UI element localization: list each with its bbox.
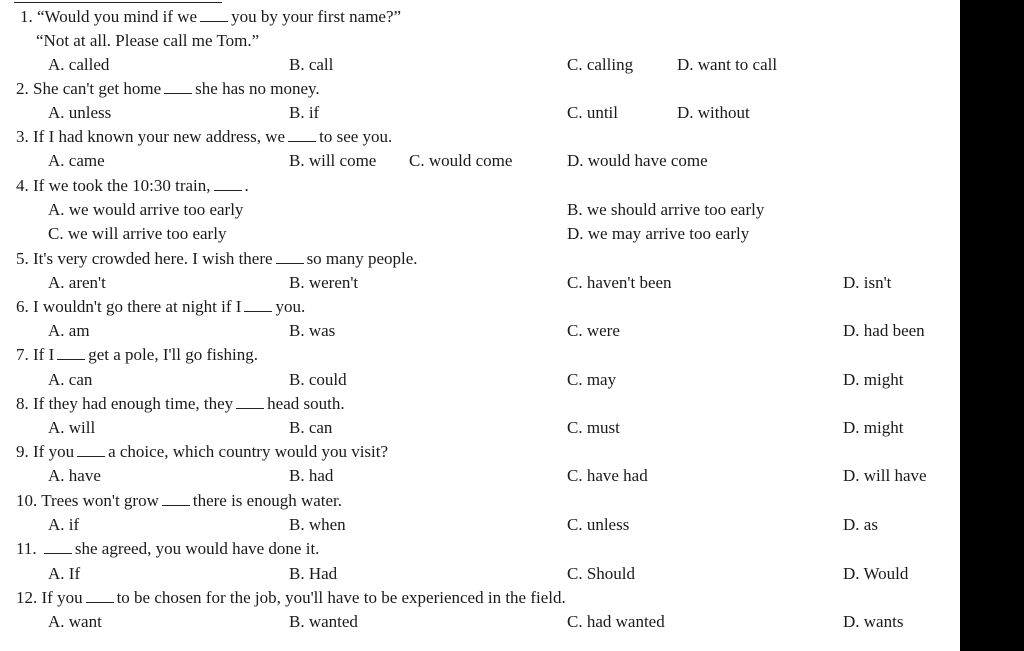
option-a: A. am — [48, 321, 90, 340]
stem-after: so many people. — [306, 249, 418, 268]
option-d: D. without — [677, 103, 750, 122]
answer-blank — [288, 127, 316, 142]
stem-before: She can't get home — [33, 79, 162, 98]
option-d: D. isn't — [843, 273, 892, 292]
option-c: C. until — [567, 103, 619, 122]
stem-before: Trees won't grow — [41, 491, 159, 510]
answer-blank — [57, 345, 85, 360]
question-number: 11. — [16, 539, 37, 558]
option-b: B. had — [289, 466, 334, 485]
option-b: B. if — [289, 103, 320, 122]
option-c: C. had wanted — [567, 612, 665, 631]
answer-blank — [200, 7, 228, 22]
answer-blank — [77, 442, 105, 457]
stem-after: she has no money. — [195, 79, 320, 98]
question-4-stem — [16, 176, 249, 196]
option-a: A. came — [48, 151, 105, 170]
question-11-stem — [16, 539, 319, 559]
answer-blank — [276, 249, 304, 264]
option-c: C. calling — [567, 55, 634, 74]
answer-blank — [244, 297, 272, 312]
question-number: 6. — [16, 297, 29, 316]
stem-before: If they had enough time, they — [33, 394, 234, 413]
question-7-stem — [16, 345, 258, 365]
right-edge-bar — [960, 0, 1024, 651]
option-b: B. call — [289, 55, 334, 74]
question-1-reply: “Not at all. Please call me Tom.” — [36, 31, 260, 50]
option-c: C. haven't been — [567, 273, 672, 292]
option-d: D. would have come — [567, 151, 708, 170]
question-number: 5. — [16, 249, 29, 268]
option-b: B. was — [289, 321, 336, 340]
option-a: A. If — [48, 564, 81, 583]
answer-blank — [214, 176, 242, 191]
option-a: A. unless — [48, 103, 112, 122]
option-d: D. as — [843, 515, 878, 534]
stem-before: If I had known your new address, we — [33, 127, 286, 146]
question-number: 7. — [16, 345, 29, 364]
option-d: D. will have — [843, 466, 927, 485]
option-a: A. called — [48, 55, 110, 74]
option-c: C. Should — [567, 564, 636, 583]
question-number: 4. — [16, 176, 29, 195]
option-c: C. must — [567, 418, 620, 437]
stem-before: “Would you mind if we — [37, 7, 198, 26]
option-d: D. had been — [843, 321, 925, 340]
option-a: A. will — [48, 418, 96, 437]
question-12-stem — [16, 588, 566, 608]
question-6-stem — [16, 297, 305, 317]
stem-before: If we took the 10:30 train, — [33, 176, 211, 195]
stem-after: you by your first name?” — [231, 7, 402, 26]
option-c: C. would come — [409, 151, 513, 170]
answer-blank — [44, 539, 72, 554]
option-c: C. unless — [567, 515, 630, 534]
stem-before: If you — [33, 442, 75, 461]
option-a: A. if — [48, 515, 80, 534]
stem-after: there is enough water. — [192, 491, 343, 510]
option-a: A. have — [48, 466, 101, 485]
option-a: A. we would arrive too early — [48, 200, 244, 219]
stem-before: If I — [33, 345, 55, 364]
question-number: 1. — [20, 7, 33, 26]
question-number: 3. — [16, 127, 29, 146]
question-number: 9. — [16, 442, 29, 461]
stem-before: It's very crowded here. I wish there — [33, 249, 273, 268]
option-d: D. might — [843, 418, 904, 437]
option-b: B. Had — [289, 564, 338, 583]
option-b: B. wanted — [289, 612, 358, 631]
option-d: D. Would — [843, 564, 909, 583]
option-c: C. may — [567, 370, 617, 389]
option-d: D. want to call — [677, 55, 778, 74]
question-number: 8. — [16, 394, 29, 413]
answer-blank — [162, 491, 190, 506]
stem-after: she agreed, you would have done it. — [74, 539, 320, 558]
option-c: C. were — [567, 321, 620, 340]
stem-after: you. — [275, 297, 306, 316]
answer-blank — [164, 79, 192, 94]
answer-blank — [236, 394, 264, 409]
top-rule — [14, 2, 222, 3]
question-3-stem — [16, 127, 392, 147]
stem-after: . — [244, 176, 249, 195]
stem-before: I wouldn't go there at night if I — [33, 297, 242, 316]
stem-after: get a pole, I'll go fishing. — [88, 345, 258, 364]
question-number: 10. — [16, 491, 38, 510]
option-b: B. could — [289, 370, 347, 389]
stem-before: If you — [41, 588, 83, 607]
option-b: B. weren't — [289, 273, 359, 292]
stem-after: head south. — [267, 394, 345, 413]
question-number: 2. — [16, 79, 29, 98]
stem-after: to see you. — [319, 127, 393, 146]
question-10-stem — [16, 491, 342, 511]
answer-blank — [86, 588, 114, 603]
question-1-stem — [20, 7, 401, 27]
option-d: D. we may arrive too early — [567, 224, 750, 243]
option-a: A. can — [48, 370, 93, 389]
question-8-stem — [16, 394, 345, 414]
option-d: D. wants — [843, 612, 904, 631]
stem-after: to be chosen for the job, you'll have to be experienced in the field. — [116, 588, 566, 607]
question-number: 12. — [16, 588, 38, 607]
question-2-stem — [16, 79, 320, 99]
option-d: D. might — [843, 370, 904, 389]
question-5-stem — [16, 249, 418, 269]
option-a: A. aren't — [48, 273, 106, 292]
option-b: B. when — [289, 515, 346, 534]
question-9-stem — [16, 442, 388, 462]
option-b: B. can — [289, 418, 333, 437]
option-a: A. want — [48, 612, 102, 631]
option-b: B. will come — [289, 151, 377, 170]
option-b: B. we should arrive too early — [567, 200, 765, 219]
option-c: C. we will arrive too early — [48, 224, 227, 243]
stem-after: a choice, which country would you visit? — [108, 442, 389, 461]
option-c: C. have had — [567, 466, 648, 485]
